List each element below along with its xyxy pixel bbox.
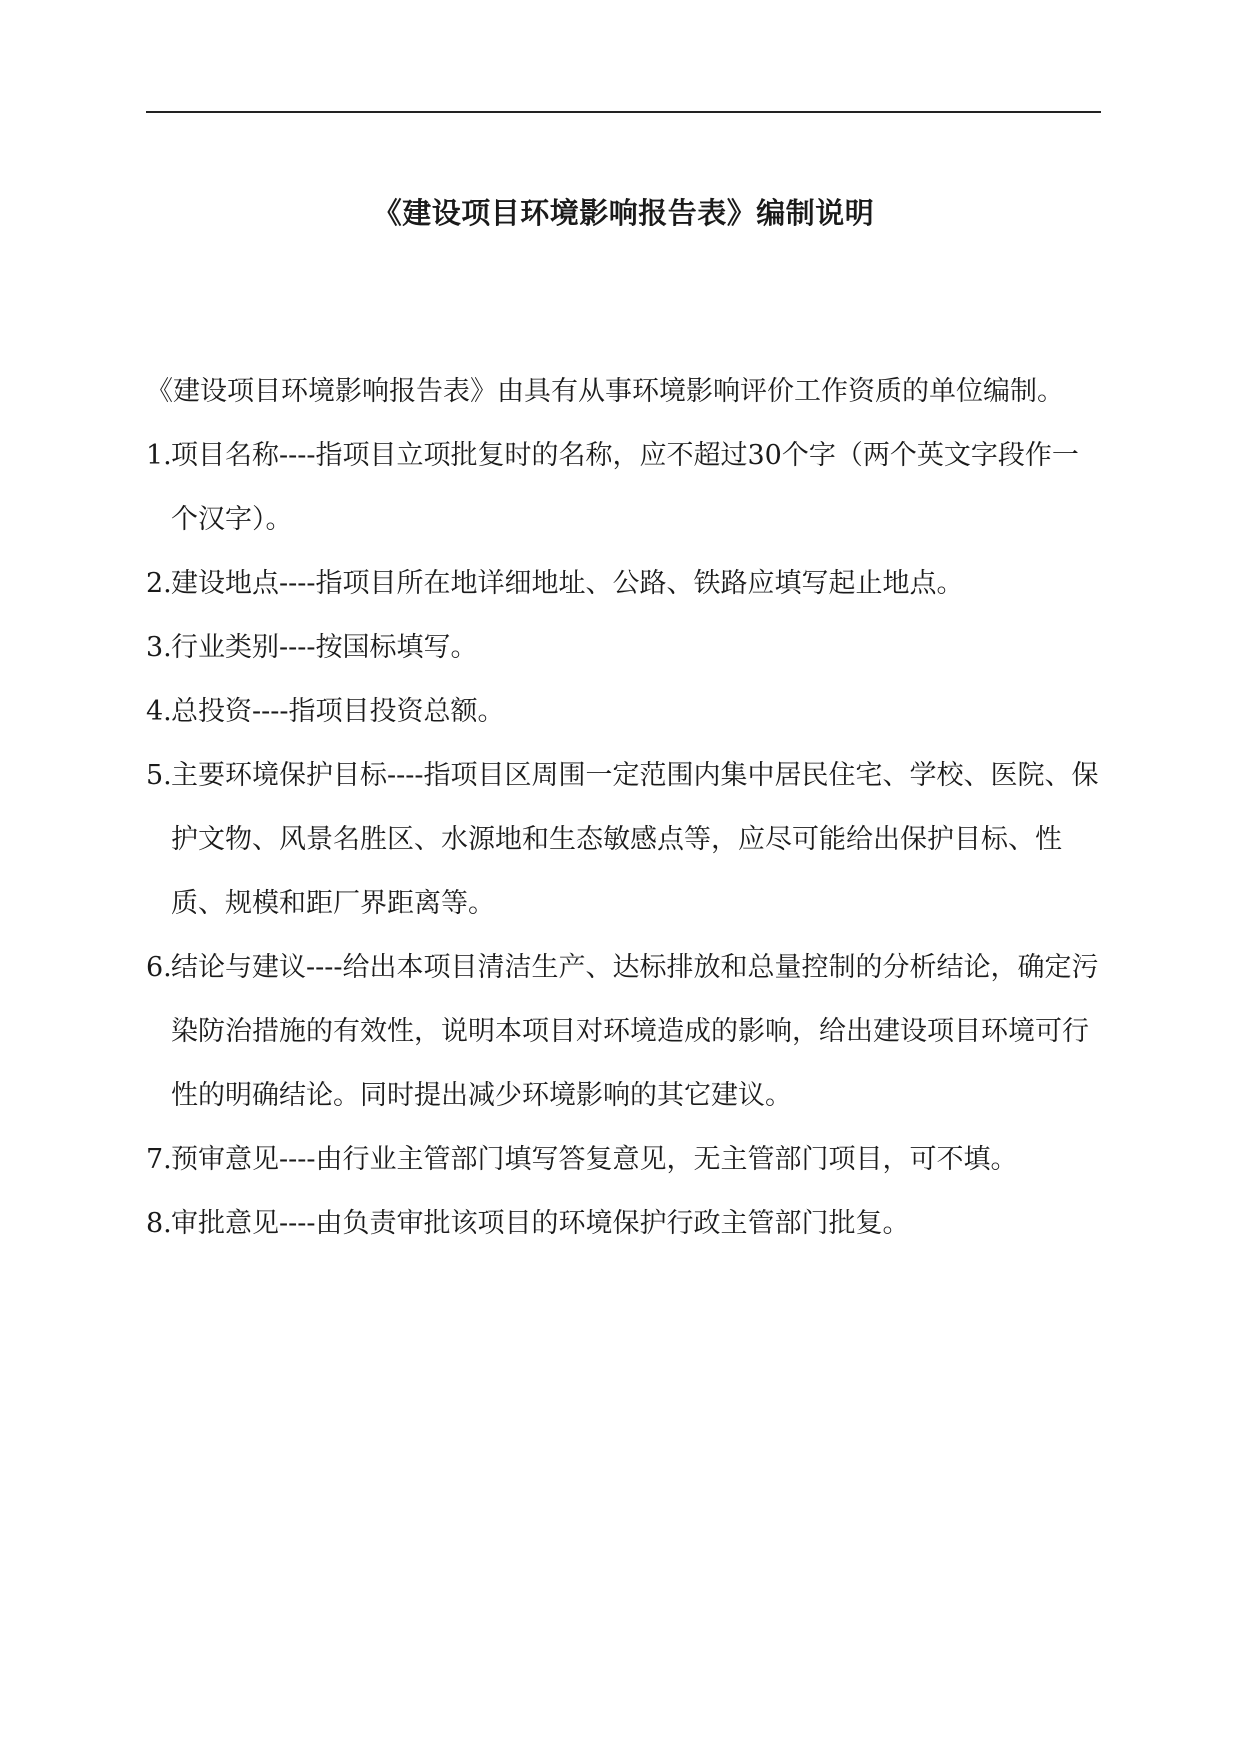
item-text: 预审意见----由行业主管部门填写答复意见，无主管部门项目，可不填。 (171, 1144, 1018, 1175)
item-number: 2. (146, 568, 172, 599)
list-item (146, 744, 1101, 936)
item-number: 4. (146, 696, 172, 727)
intro-paragraph: 《建设项目环境影响报告表》由具有从事环境影响评价工作资质的单位编制。 (146, 376, 1064, 407)
list-item (146, 1192, 1101, 1256)
item-text: 建设地点----指项目所在地详细地址、公路、铁路应填写起止地点。 (171, 568, 964, 599)
item-text: 结论与建议----给出本项目清洁生产、达标排放和总量控制的分析结论，确定污染防治措施的有效性，说明本项目对环境造成的影响，给出建设项目环境可行性的明确结论。同时提出减少环境影响的其它建议。 (171, 952, 1099, 1111)
header-rule (146, 111, 1101, 113)
document-title: 《建设项目环境影响报告表》编制说明 (372, 196, 875, 230)
item-text: 总投资----指项目投资总额。 (171, 696, 505, 727)
list-item (146, 552, 1101, 616)
list-item (146, 424, 1101, 552)
item-text: 主要环境保护目标----指项目区周围一定范围内集中居民住宅、学校、医院、保护文物、风景名胜区、水源地和生态敏感点等，应尽可能给出保护目标、性质、规模和距厂界距离等。 (171, 760, 1099, 919)
list-item (146, 1128, 1101, 1192)
item-number: 5. (146, 760, 172, 791)
item-text: 项目名称----指项目立项批复时的名称，应不超过30个字（两个英文字段作一个汉字）。 (171, 440, 1079, 535)
item-number: 1. (146, 440, 172, 471)
list-item (146, 616, 1101, 680)
item-number: 7. (146, 1144, 172, 1175)
item-text: 审批意见----由负责审批该项目的环境保护行政主管部门批复。 (171, 1208, 910, 1239)
document-body (146, 360, 1101, 1256)
list-item (146, 936, 1101, 1128)
list-item (146, 680, 1101, 744)
item-number: 3. (146, 632, 172, 663)
item-number: 8. (146, 1208, 172, 1239)
item-text: 行业类别----按国标填写。 (171, 632, 478, 663)
item-number: 6. (146, 952, 172, 983)
